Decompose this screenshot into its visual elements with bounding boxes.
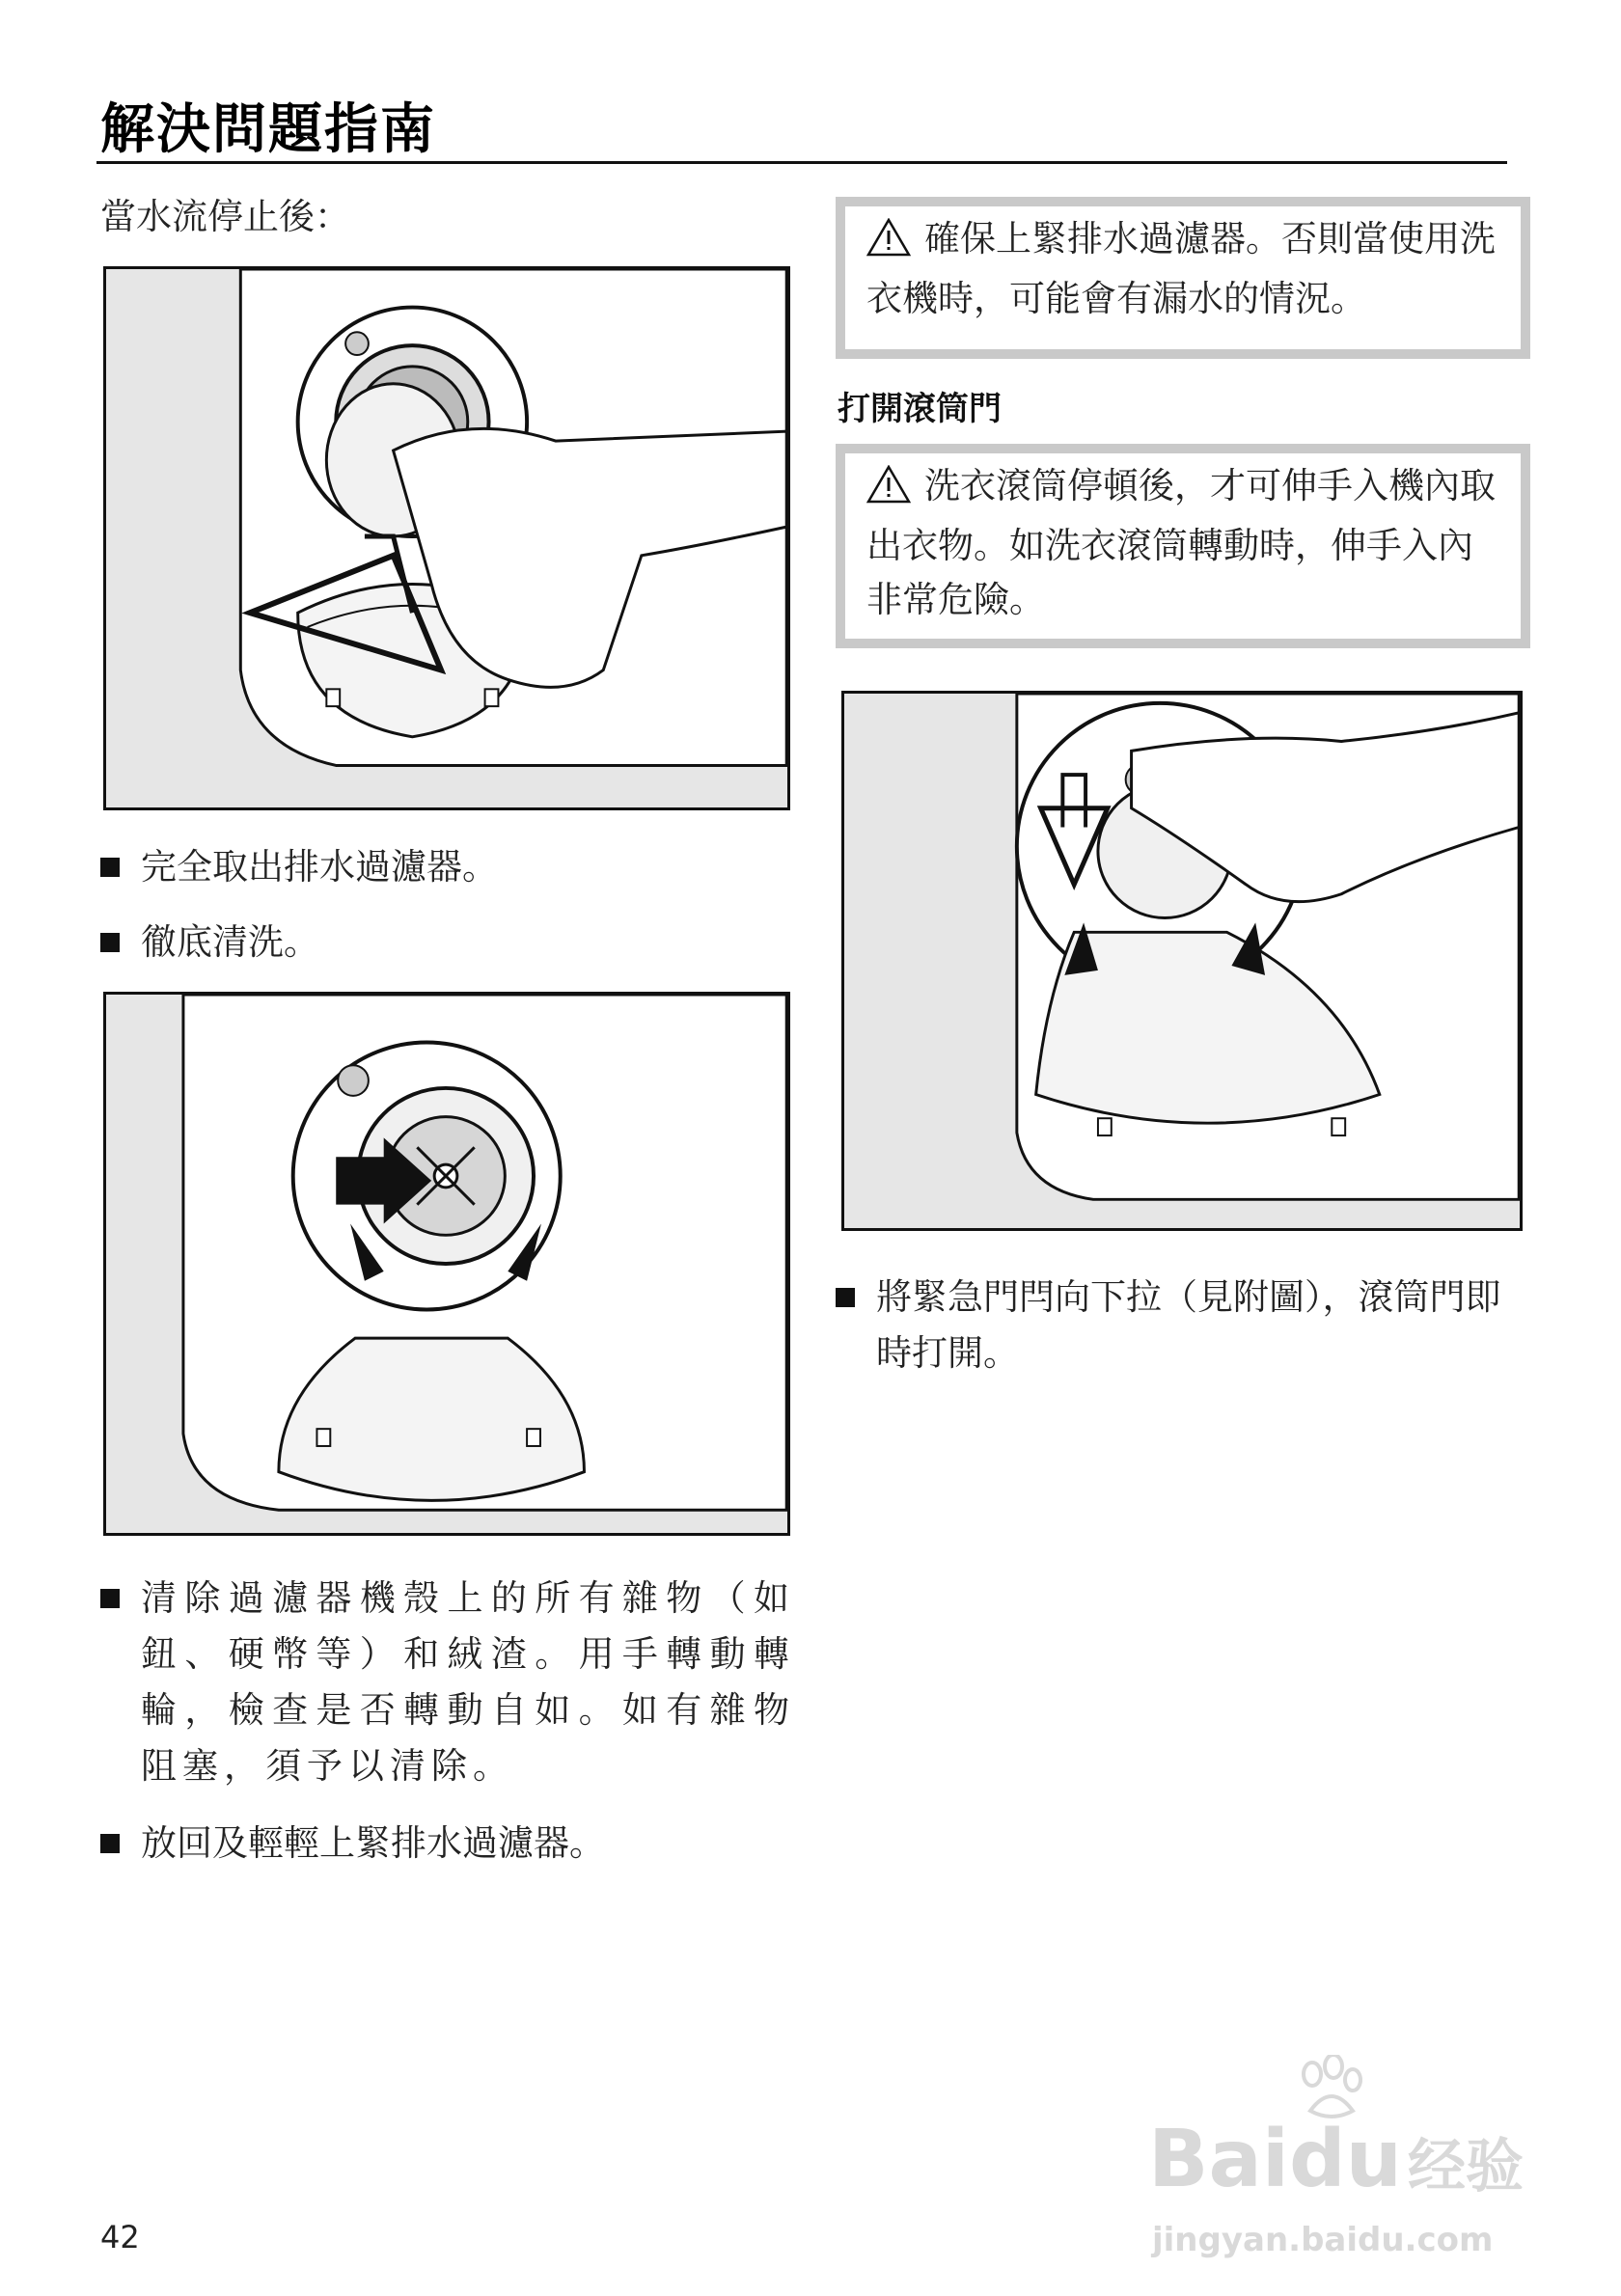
title-rule [96,161,1507,164]
warning-text: 洗衣滾筒停頓後，才可伸手入機內取出衣物。如洗衣滾筒轉動時，伸手入內非常危險。 [866,465,1496,620]
bullet-text: 放回及輕輕上緊排水過濾器。 [141,1822,605,1864]
bullet-text: 完全取出排水過濾器。 [141,846,498,888]
list-item [100,1571,795,1794]
list-item [100,839,795,895]
list-item [836,1270,1530,1381]
emergency-release-illustration [844,694,1520,1228]
bullet-list-3 [836,1270,1530,1381]
watermark-brand: Bai [1148,2114,1289,2205]
figure-remove-filter [103,266,790,810]
figure-emergency-release [841,691,1523,1231]
watermark-url: jingyan.baidu.com [1152,2221,1494,2259]
figure-clean-impeller [103,992,790,1536]
remove-filter-illustration [106,269,787,807]
watermark-brand-2: du [1288,2114,1403,2205]
paw-logo-icon [1293,2055,1370,2122]
section-heading: 打開滾筒門 [838,390,1002,428]
bullet-square [100,858,120,877]
list-item [100,915,795,970]
warning-triangle-icon [866,465,911,519]
baidu-watermark [1148,2055,1553,2267]
page-number: 42 [100,2219,140,2255]
bullet-text: 徹底清洗。 [141,921,319,963]
bullet-list-1 [100,839,795,970]
bullet-square [100,1834,120,1853]
bullet-square [100,1589,120,1608]
intro-text: 當水流停止後： [100,196,350,237]
bullet-square [100,933,120,952]
warning-box-filter [836,197,1530,359]
bullet-text: 清除過濾器機殼上的所有雜物（如鈕、硬幣等）和絨渣。用手轉動轉輪，檢查是否轉動自如。如有雜物阻塞，須予以清除。 [141,1577,795,1787]
warning-box-door [836,444,1530,648]
bullet-list-2 [100,1571,795,1872]
bullet-square [836,1288,855,1307]
warning-triangle-icon [866,218,911,272]
page-title: 解決問題指南 [100,98,436,161]
list-item [100,1816,795,1872]
watermark-cn: 经验 [1408,2133,1525,2200]
bullet-text: 將緊急門閂向下拉（見附圖），滾筒門即時打開。 [876,1276,1501,1374]
clean-impeller-illustration [106,995,787,1533]
warning-text: 確保上緊排水過濾器。否則當使用洗衣機時，可能會有漏水的情況。 [866,218,1496,319]
